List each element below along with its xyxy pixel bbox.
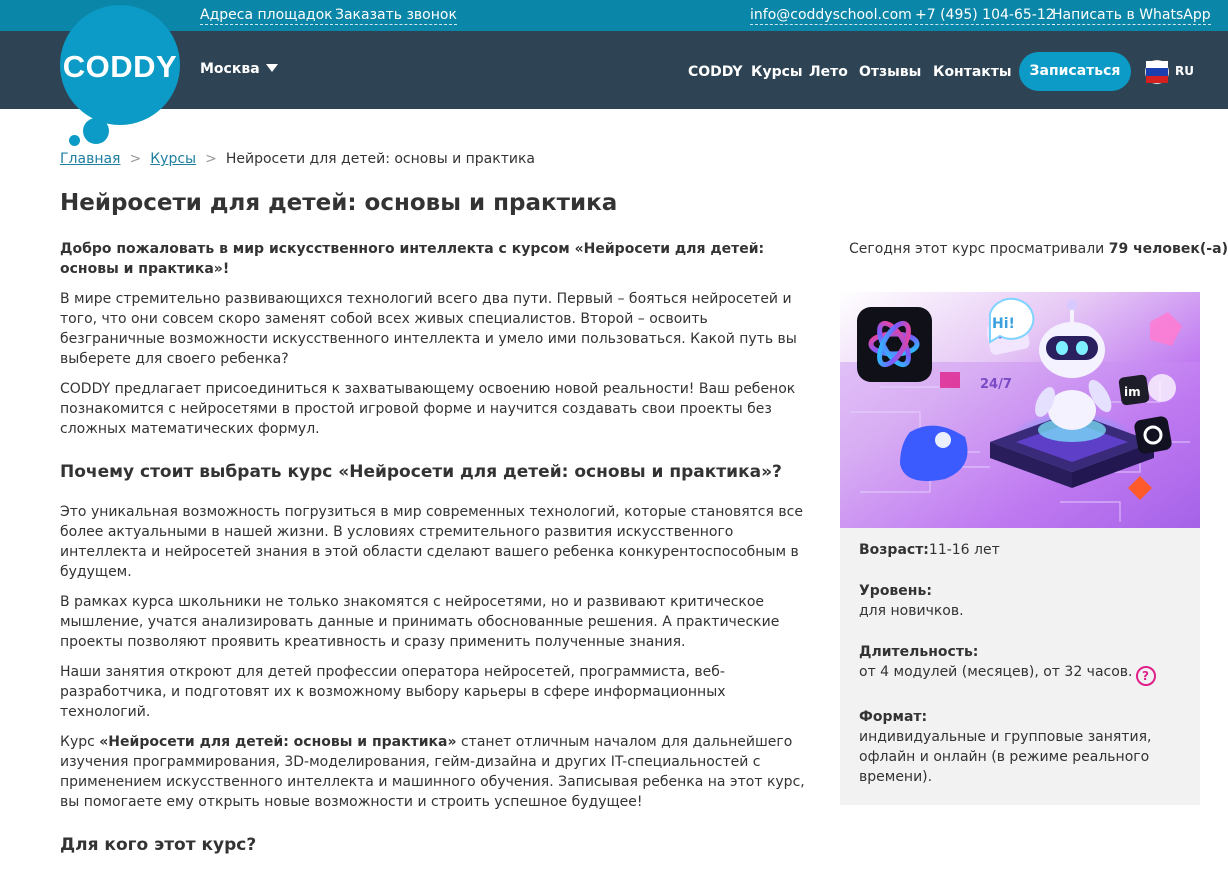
lead-paragraph: Добро пожаловать в мир искусственного интеллекта с курсом «Нейросети для детей: основы и практика»! bbox=[60, 241, 765, 277]
help-icon[interactable]: ? bbox=[1136, 666, 1156, 686]
nav-item-contacts[interactable]: Контакты bbox=[933, 64, 1012, 80]
top-bar bbox=[0, 0, 1228, 31]
paragraph: В рамках курса школьники не только знакомятся с нейросетями, но и развивают критическое мышление, учатся анализировать данные и принимать обоснованные решения. А практические проекты позволяют проявить креативность и сразу применить полученные знания. bbox=[60, 594, 780, 650]
breadcrumb bbox=[60, 151, 535, 167]
email-link[interactable]: info@coddyschool.com bbox=[750, 7, 912, 23]
format-label: Формат: bbox=[859, 709, 928, 725]
phone-link[interactable]: +7 (495) 104-65-12 bbox=[915, 7, 1055, 23]
signup-button[interactable]: Записаться bbox=[1019, 52, 1131, 91]
paragraph bbox=[60, 732, 810, 812]
section-heading-who: Для кого этот курс? bbox=[60, 835, 257, 855]
duration-row bbox=[859, 642, 1181, 686]
level-row bbox=[859, 581, 1181, 621]
age-row bbox=[859, 540, 1181, 560]
nav-item-summer[interactable]: Лето bbox=[809, 64, 848, 80]
venues-link[interactable]: Адреса площадок bbox=[200, 7, 333, 23]
course-info-box bbox=[840, 528, 1200, 805]
russia-flag-icon[interactable] bbox=[1145, 60, 1169, 84]
logo-bubble-small bbox=[69, 135, 80, 146]
course-image bbox=[840, 292, 1200, 528]
paragraph-text: станет отличным началом для дальнейшего изучения программирования, 3D-моделирования, гейм-дизайна и других IT-специальностей с применением искусственного интеллекта и машинного обучения. Записывая ребенка на этот курс, вы помогаете ему открыть новые возможности и строить успешное будущее! bbox=[60, 734, 805, 810]
language-label[interactable]: RU bbox=[1175, 64, 1194, 78]
breadcrumb-separator: > bbox=[205, 151, 217, 167]
level-value: для новичков. bbox=[859, 603, 964, 619]
age-label: Возраст: bbox=[859, 542, 929, 558]
coddy-logo[interactable] bbox=[60, 5, 180, 125]
breadcrumb-courses[interactable]: Курсы bbox=[150, 151, 197, 167]
views-text: Сегодня этот курс просматривали bbox=[849, 241, 1109, 257]
duration-value-line bbox=[859, 662, 1181, 686]
city-label: Москва bbox=[200, 61, 260, 77]
duration-label: Длительность: bbox=[859, 644, 979, 660]
logo-bubble bbox=[83, 118, 109, 144]
breadcrumb-current: Нейросети для детей: основы и практика bbox=[225, 151, 536, 167]
paragraph: В мире стремительно развивающихся технологий всего два пути. Первый – бояться нейросетей и того, что они совсем скоро заменят собой всех живых специалистов. Второй – освоить безграничные возможности искусственного интеллекта и умело ими пользоваться. Какой путь вы выберете для своего ребенка? bbox=[60, 291, 797, 367]
course-name: «Нейросети для детей: основы и практика» bbox=[99, 734, 457, 750]
nav-item-coddy[interactable]: CODDY bbox=[688, 64, 743, 80]
nav-item-courses[interactable]: Курсы bbox=[751, 64, 803, 80]
age-value: 11-16 лет bbox=[928, 542, 1000, 558]
format-value: индивидуальные и групповые занятия, офлайн и онлайн (в режиме реального времени). bbox=[859, 729, 1152, 785]
paragraph-text: Курс bbox=[60, 734, 100, 750]
logo-text: CODDY bbox=[62, 49, 178, 84]
breadcrumb-separator: > bbox=[129, 151, 142, 167]
level-label: Уровень: bbox=[859, 583, 932, 599]
course-description bbox=[60, 239, 810, 875]
openai-app-icon bbox=[857, 307, 932, 382]
paragraph: Это уникальная возможность погрузиться в мир современных технологий, которые становятся все более актуальными в нашей жизни. В условиях стремительного развития искусственного интеллекта и нейросетей знания в этой области сделают вашего ребенка конкурентоспособным в будущем. bbox=[60, 504, 803, 580]
chevron-down-icon bbox=[266, 64, 278, 72]
duration-value: от 4 модулей (месяцев), от 32 часов. bbox=[859, 664, 1133, 680]
breadcrumb-home[interactable]: Главная bbox=[60, 151, 121, 167]
section-heading-why: Почему стоит выбрать курс «Нейросети для детей: основы и практика»? bbox=[60, 462, 782, 482]
header bbox=[0, 31, 1228, 109]
views-count: 79 человек(-а) bbox=[1108, 241, 1228, 257]
callback-link[interactable]: Заказать звонок bbox=[335, 7, 457, 23]
ai-robot-illustration bbox=[840, 292, 1200, 528]
city-selector[interactable] bbox=[200, 61, 278, 77]
paragraph: CODDY предлагает присоединиться к захватывающему освоению новой реальности! Ваш ребенок познакомится с нейросетями в простой игровой форме и научится создавать свои проекты без сложных математических формул. bbox=[60, 381, 796, 437]
paragraph: Наши занятия откроют для детей профессии оператора нейросетей, программиста, веб-разработчика, и подготовят их к возможному выбору карьеры в сфере информационных технологий. bbox=[60, 664, 726, 720]
svg-text:24/7: 24/7 bbox=[980, 377, 1012, 392]
whatsapp-link[interactable]: Написать в WhatsApp bbox=[1052, 7, 1211, 23]
views-counter bbox=[849, 241, 1228, 257]
format-row bbox=[859, 707, 1181, 787]
svg-text:Hi!: Hi! bbox=[992, 316, 1015, 332]
nav-item-reviews[interactable]: Отзывы bbox=[859, 64, 922, 80]
svg-text:im: im bbox=[1124, 385, 1141, 399]
page-title: Нейросети для детей: основы и практика bbox=[60, 190, 618, 216]
